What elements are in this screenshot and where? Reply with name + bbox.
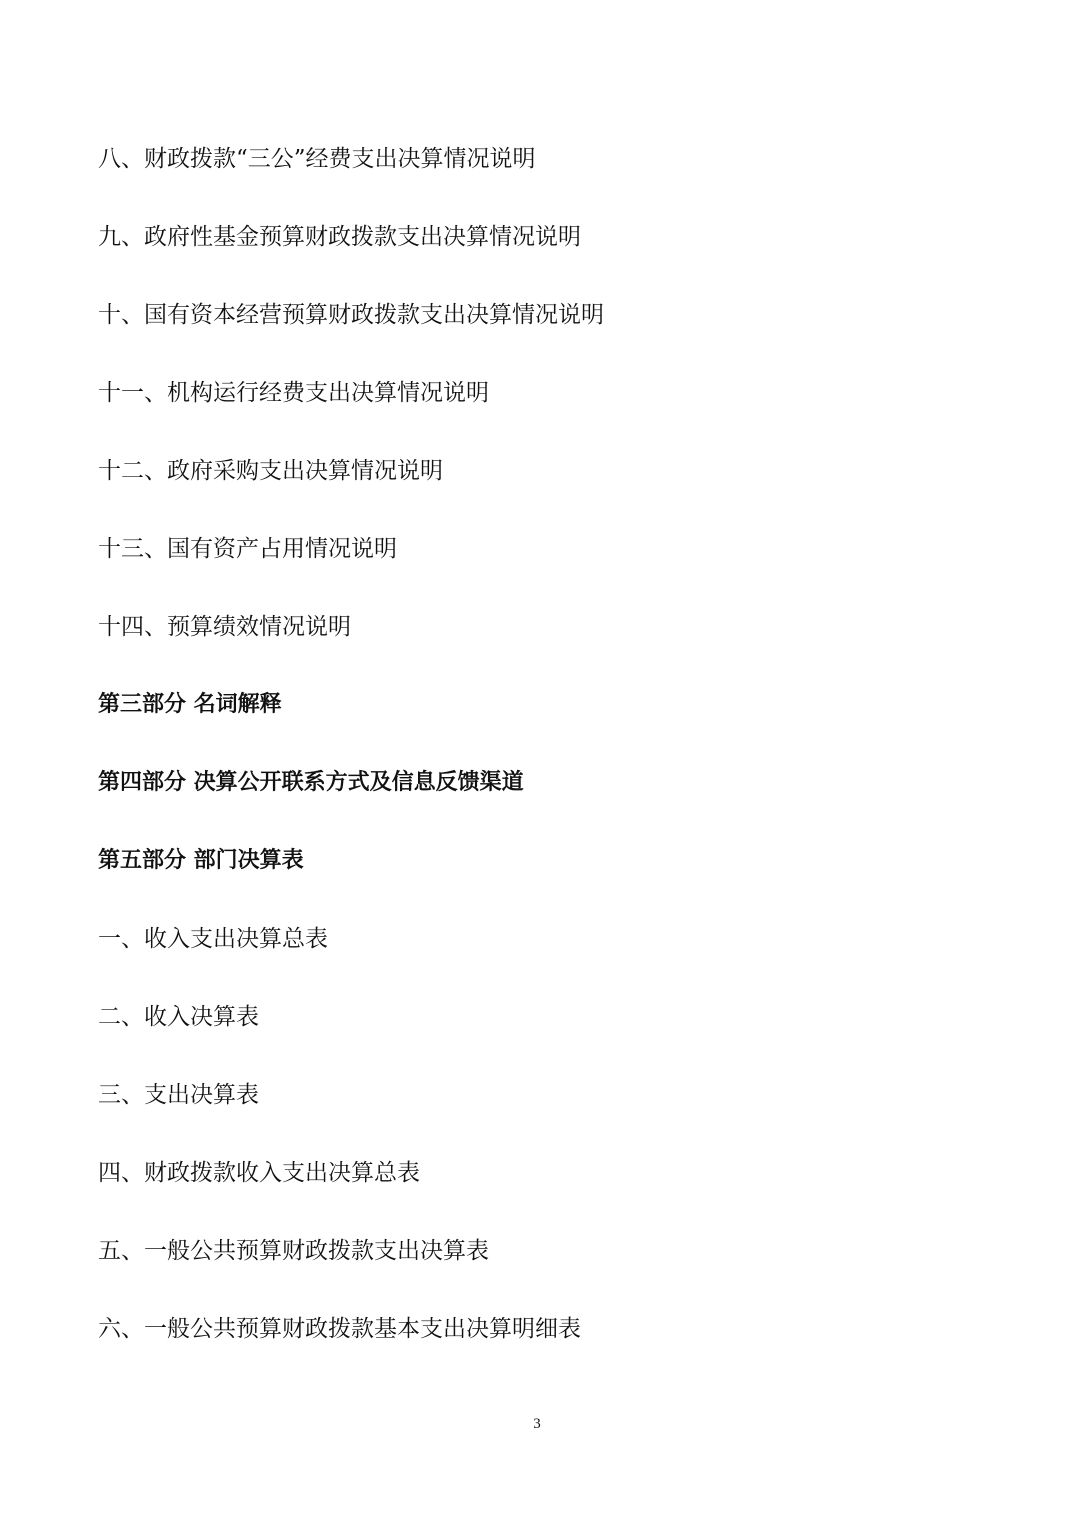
page-number: 3: [533, 1416, 541, 1432]
toc-item-9: 九、政府性基金预算财政拨款支出决算情况说明: [98, 224, 581, 250]
toc-item-8: 八、财政拨款“三公”经费支出决算情况说明: [98, 146, 536, 172]
toc-item-10: 十、国有资本经营预算财政拨款支出决算情况说明: [98, 302, 604, 328]
toc-table-1: 一、收入支出决算总表: [98, 926, 328, 952]
toc-table-2: 二、收入决算表: [98, 1004, 259, 1030]
toc-section-part-5: 第五部分 部门决算表: [98, 848, 304, 873]
toc-item-14: 十四、预算绩效情况说明: [98, 614, 351, 640]
table-of-contents: [98, 140, 998, 1388]
toc-section-part-4: 第四部分 决算公开联系方式及信息反馈渠道: [98, 770, 524, 795]
toc-item-11: 十一、机构运行经费支出决算情况说明: [98, 380, 489, 406]
toc-table-3: 三、支出决算表: [98, 1082, 259, 1108]
toc-item-12: 十二、政府采购支出决算情况说明: [98, 458, 443, 484]
toc-table-5: 五、一般公共预算财政拨款支出决算表: [98, 1238, 489, 1264]
toc-section-part-3: 第三部分 名词解释: [98, 692, 282, 717]
toc-table-6: 六、一般公共预算财政拨款基本支出决算明细表: [98, 1316, 581, 1342]
toc-item-13: 十三、国有资产占用情况说明: [98, 536, 397, 562]
toc-table-4: 四、财政拨款收入支出决算总表: [98, 1160, 420, 1186]
